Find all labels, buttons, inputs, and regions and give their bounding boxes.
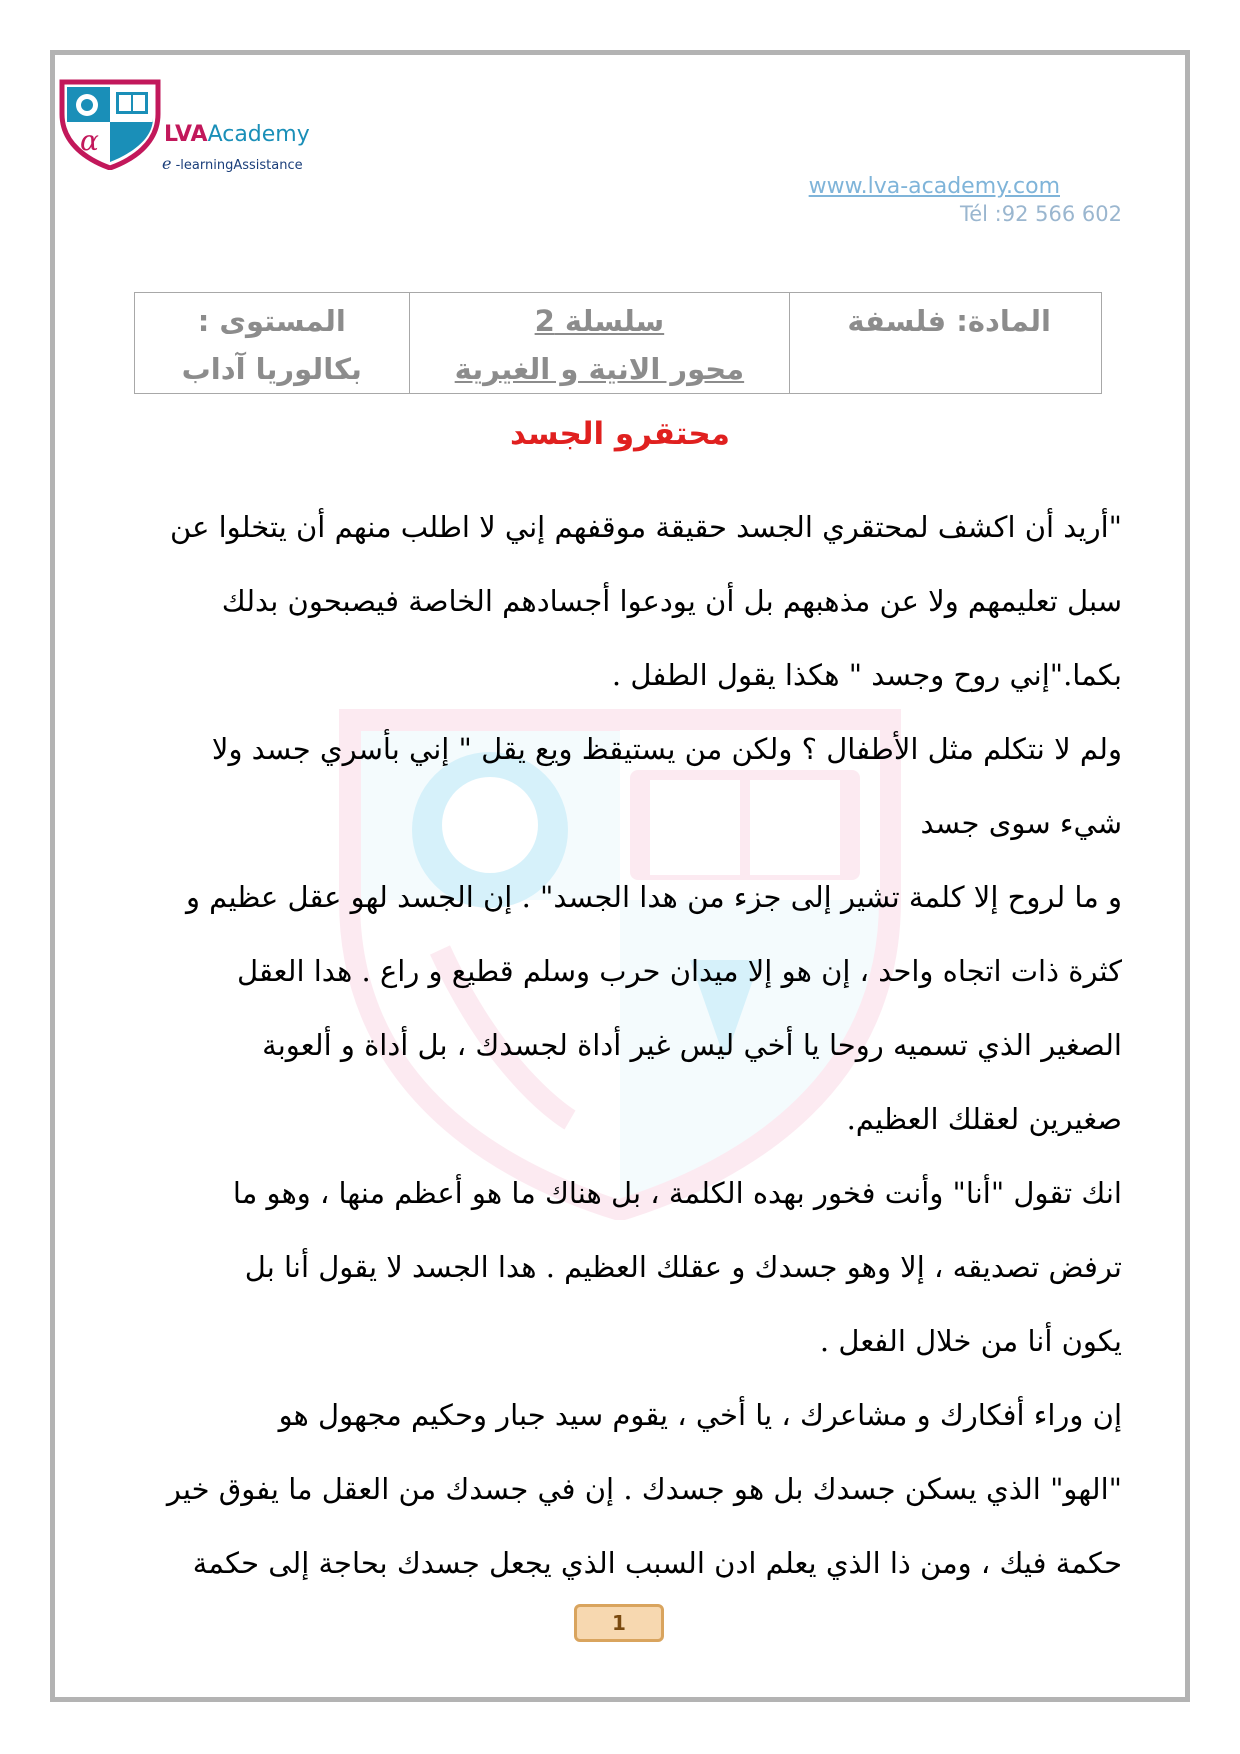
- body-line: سبل تعليمهم ولا عن مذهبهم بل أن يودعوا أجسادهم الخاصة فيصبحون بدلك: [221, 584, 1122, 618]
- subject-label: المادة: فلسفة: [847, 304, 1051, 338]
- series-cell: [409, 293, 790, 394]
- logo-brand-text: [164, 122, 310, 148]
- body-line: صغيرين لعقلك العظيم.: [846, 1102, 1122, 1136]
- body-text: [118, 490, 1122, 1600]
- body-line: الصغير الذي تسميه روحا يا أخي ليس غير أداة لجسدك ، بل أداة و ألعوبة: [262, 1028, 1122, 1062]
- logo-tagline: [162, 154, 303, 173]
- body-line: ولم لا نتكلم مثل الأطفال ؟ ولكن من يستيقظ ويع يقل " إني بأسري جسد ولا: [211, 732, 1122, 766]
- website-link[interactable]: www.lva-academy.com: [808, 174, 1060, 199]
- document-title: محتقرو الجسد: [510, 416, 730, 452]
- logo-brand-lva: LVA: [164, 122, 208, 147]
- body-line: "أريد أن اكشف لمحتقري الجسد حقيقة موقفهم إني لا اطلب منهم أن يتخلوا عن: [170, 510, 1122, 544]
- level-value: بكالوريا آداب: [181, 352, 362, 386]
- phone-number: Tél :92 566 602: [959, 202, 1122, 226]
- subject-cell: [790, 293, 1102, 394]
- level-cell: [135, 293, 410, 394]
- body-line: و ما لروح إلا كلمة تشير إلى جزء من هدا الجسد" . إن الجسد لهو عقل عظيم و: [185, 880, 1122, 914]
- svg-text:α: α: [80, 124, 99, 157]
- series-title: سلسلة 2: [534, 304, 665, 338]
- series-topic: محور الانية و الغيرية: [454, 352, 745, 386]
- lva-academy-logo: [58, 78, 162, 170]
- body-line: انك تقول "أنا" وأنت فخور بهده الكلمة ، بل هناك ما هو أعظم منها ، وهو ما: [232, 1176, 1122, 1210]
- body-line: "الهو" الذي يسكن جسدك بل هو جسدك . إن في جسدك من العقل ما يفوق خير: [166, 1472, 1122, 1506]
- body-line: حكمة فيك ، ومن ذا الذي يعلم ادن السبب الذي يجعل جسدك بحاجة إلى حكمة: [192, 1546, 1122, 1580]
- body-line: شيء سوى جسد: [920, 806, 1122, 840]
- body-line: ترفض تصديقه ، إلا وهو جسدك و عقلك العظيم . هدا الجسد لا يقول أنا بل: [244, 1250, 1122, 1284]
- logo-tagline-e: e: [162, 154, 172, 173]
- body-line: إن وراء أفكارك و مشاعرك ، يا أخي ، يقوم سيد جبار وحكيم مجهول هو: [278, 1398, 1122, 1432]
- body-line: يكون أنا من خلال الفعل .: [819, 1324, 1122, 1358]
- body-line: كثرة ذات اتجاه واحد ، إن هو إلا ميدان حرب وسلم قطيع و راع . هدا العقل: [237, 954, 1122, 988]
- header-table: [134, 292, 1102, 394]
- logo-tagline-rest: -learningAssistance: [171, 158, 303, 173]
- level-label: المستوى :: [197, 304, 346, 338]
- logo-brand-academy: Academy: [207, 122, 310, 147]
- body-line: بكما."إني روح وجسد " هكذا يقول الطفل .: [611, 658, 1122, 692]
- page-number-badge: 1: [574, 1604, 664, 1642]
